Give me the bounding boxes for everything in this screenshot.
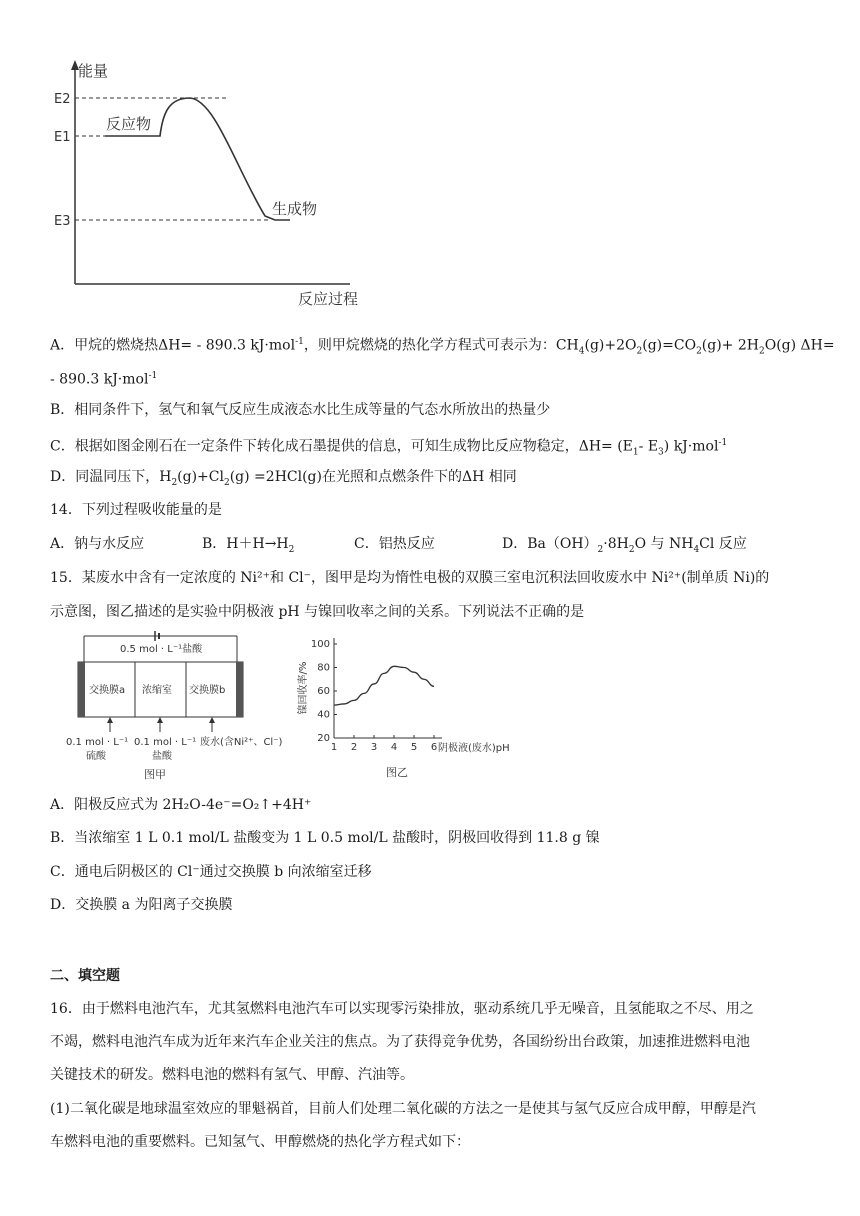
q14-d-text2: ·8H — [603, 536, 629, 552]
chart-y-label: 镍回收率/% — [298, 661, 309, 715]
q14-b-text: B．H＋H→H — [202, 536, 289, 552]
q13-option-a-line2 — [50, 367, 157, 389]
e2-label: E2 — [54, 92, 71, 107]
q15-option-b: B．当浓缩室 1 L 0.1 mol/L 盐酸变为 1 L 0.5 mol/L 盐酸时，阴极回收得到 11.8 g 镍 — [50, 830, 600, 846]
q14-d-text4: Cl 反应 — [699, 536, 747, 552]
chart-x-tick-label: 2 — [350, 742, 358, 753]
q14-d-text1: D．Ba（OH） — [502, 536, 598, 552]
recovery-rate-chart — [292, 626, 540, 782]
chart-x-tick-label: 1 — [330, 742, 338, 753]
e3-label: E3 — [54, 214, 71, 229]
chart-x-tick-label: 6 — [430, 742, 438, 753]
q13-option-c: C．根据如图金刚石在一定条件下转化成石墨提供的信息，可知生成物比反应物稳定，$\Delta H= (E_1-$ $E_3$) kJ·mol$^{-1}$ — [50, 438, 728, 458]
chart-y-tick-label: 40 — [317, 709, 330, 721]
hcl-label: 盐酸 — [152, 751, 172, 762]
q13-c-sup: -1 — [718, 438, 728, 448]
figure-a-caption: 图甲 — [144, 768, 166, 781]
q16-line2: 不竭，燃料电池汽车成为近年来汽车企业关注的焦点。为了获得竞争优势，各国纷纷出台政策，加速推进燃料电池 — [50, 1034, 750, 1050]
concentrate-chamber-label: 浓缩室 — [142, 685, 172, 696]
q14-option-c: C．铝热反应 — [354, 536, 435, 552]
arrow-left-head — [107, 717, 113, 723]
q13-a-line2-sup: -1 — [148, 371, 158, 381]
membrane-a-label: 交换膜a — [89, 685, 126, 696]
chart-y-tick-label: 100 — [310, 639, 330, 650]
chart-x-tick-label: 4 — [390, 742, 398, 753]
recovery-rate-series — [334, 666, 434, 705]
q13-option-a: A．甲烷的燃烧热ΔH= - 890.3 kJ·mol$^{-1}$，则甲烷燃烧的热化学方程式可表示为：$CH_4(g)+2O_2(g)=CO_2(g)+ 2H_2O(g)$ ΔH= — [50, 337, 835, 357]
x-axis-label: 反应过程 — [298, 290, 359, 308]
arrow-right-head — [209, 717, 215, 723]
q13-a-sup1: -1 — [295, 337, 304, 347]
q13-a-text6: O(g) ΔH= — [764, 337, 835, 354]
chart-y-tick-label: 60 — [317, 686, 330, 697]
q14-option-b: B．$H+H\to H_2$ — [202, 536, 295, 555]
y-axis-label: 能量 — [78, 62, 109, 80]
q14-options — [50, 535, 747, 559]
q16-line3: 关键技术的研发。燃料电池的燃料有氢气、甲醇、汽油等。 — [50, 1067, 414, 1083]
q15-option-c: C．通电后阴极区的 Cl⁻通过交换膜 b 向浓缩室迁移 — [50, 864, 372, 880]
q13-d-text1: D．同温同压下，H — [50, 469, 172, 485]
q13-a-text3: (g)+2O — [584, 337, 637, 354]
product-label: 生成物 — [272, 200, 318, 218]
q13-option-b: B．相同条件下，氢气和氧气反应生成液态水比生成等量的气态水所放出的热量少 — [50, 402, 551, 418]
q14-option-d: D．$Ba(OH)_2\cdot 8H_2O$ 与 $NH_4Cl$ 反应 — [502, 536, 747, 555]
e1-label: E1 — [54, 130, 71, 145]
q13-c-text1: C．根据如图金刚石在一定条件下转化成石墨提供的信息，可知生成物比反应物稳定，ΔH= (E — [50, 438, 633, 455]
q13-a-text1: A．甲烷的燃烧热ΔH= - 890.3 kJ·mol — [50, 337, 296, 354]
energy-diagram — [50, 56, 370, 312]
q13-d-text2: (g)+Cl — [177, 469, 224, 485]
electrolysis-cell-figure — [62, 626, 302, 786]
q16-sub1-line2: 车燃料电池的重要燃料。已知氢气、甲醇燃烧的热化学方程式如下： — [50, 1134, 470, 1150]
q14-option-a: A．钠与水反应 — [50, 536, 145, 552]
arrow-center-head — [157, 717, 163, 723]
cathode-electrode — [236, 662, 243, 717]
chart-x-tick-label: 5 — [410, 742, 418, 753]
q16-sub1-line1: (1)二氧化碳是地球温室效应的罪魁祸首，目前人们处理二氧化碳的方法之一是使其与氢气反应合成甲醇，甲醇是汽 — [50, 1101, 756, 1117]
q15-stem-line2: 示意图，图乙描述的是实验中阴极液 pH 与镍回收率之间的关系。下列说法不正确的是 — [50, 604, 585, 620]
q13-c-text3: ) kJ·mol — [663, 438, 719, 455]
chart-y-tick-label: 20 — [317, 733, 330, 744]
sulfuric-acid-label: 硫酸 — [86, 751, 106, 762]
q15-option-d: D．交换膜 a 为阳离子交换膜 — [50, 897, 233, 913]
q14-d-text3: O 与 NH — [634, 536, 694, 552]
q15-stem-line1: 15．某废水中含有一定浓度的 Ni²⁺和 Cl⁻，图甲是均为惰性电极的双膜三室电沉积法回收废水中 Ni²⁺(制单质 Ni)的 — [50, 570, 770, 586]
anode-electrode — [78, 662, 85, 717]
hcl-conc: 0.1 mol · L⁻¹ — [134, 737, 197, 748]
q13-a-text2: ，则甲烷燃烧的热化学方程式可表示为：CH — [303, 337, 579, 354]
q14-stem: 14．下列过程吸收能量的是 — [50, 502, 222, 518]
q13-a-text4: (g)=CO — [642, 337, 697, 354]
wastewater-label: 废水(含Ni²⁺、Cl⁻) — [200, 737, 283, 748]
q13-a-line2-text: - 890.3 kJ·mol — [50, 371, 149, 388]
q15-option-a: A．阳极反应式为 2H₂O-4e⁻=O₂↑+4H⁺ — [50, 797, 312, 813]
q13-a-text5: (g)+ 2H — [701, 337, 759, 354]
chart-y-tick-label: 80 — [317, 662, 330, 674]
q13-option-d: D．同温同压下，$H_2(g)+Cl_2(g) =2HCl(g)$在光照和点燃条件下的ΔH 相同 — [50, 469, 517, 488]
q13-c-text2: - E — [638, 438, 659, 455]
sulfuric-acid-conc: 0.1 mol · L⁻¹ — [66, 737, 129, 748]
cell-top-label: 0.5 mol · L⁻¹盐酸 — [120, 644, 203, 655]
chart-x-tick-label: 3 — [370, 742, 378, 753]
membrane-b-label: 交换膜b — [189, 685, 226, 696]
section-heading: 二、填空题 — [50, 968, 120, 984]
q16-line1: 16．由于燃料电池汽车，尤其氢燃料电池汽车可以实现零污染排放，驱动系统几乎无噪音，且氢能取之不尽、用之 — [50, 1001, 754, 1017]
q13-d-text3: (g) =2HCl(g)在光照和点燃条件下的ΔH 相同 — [229, 469, 517, 485]
figure-b-caption: 图乙 — [386, 766, 408, 779]
chart-x-label: 阴极液(废水)pH — [438, 743, 510, 754]
reactant-label: 反应物 — [106, 115, 152, 133]
